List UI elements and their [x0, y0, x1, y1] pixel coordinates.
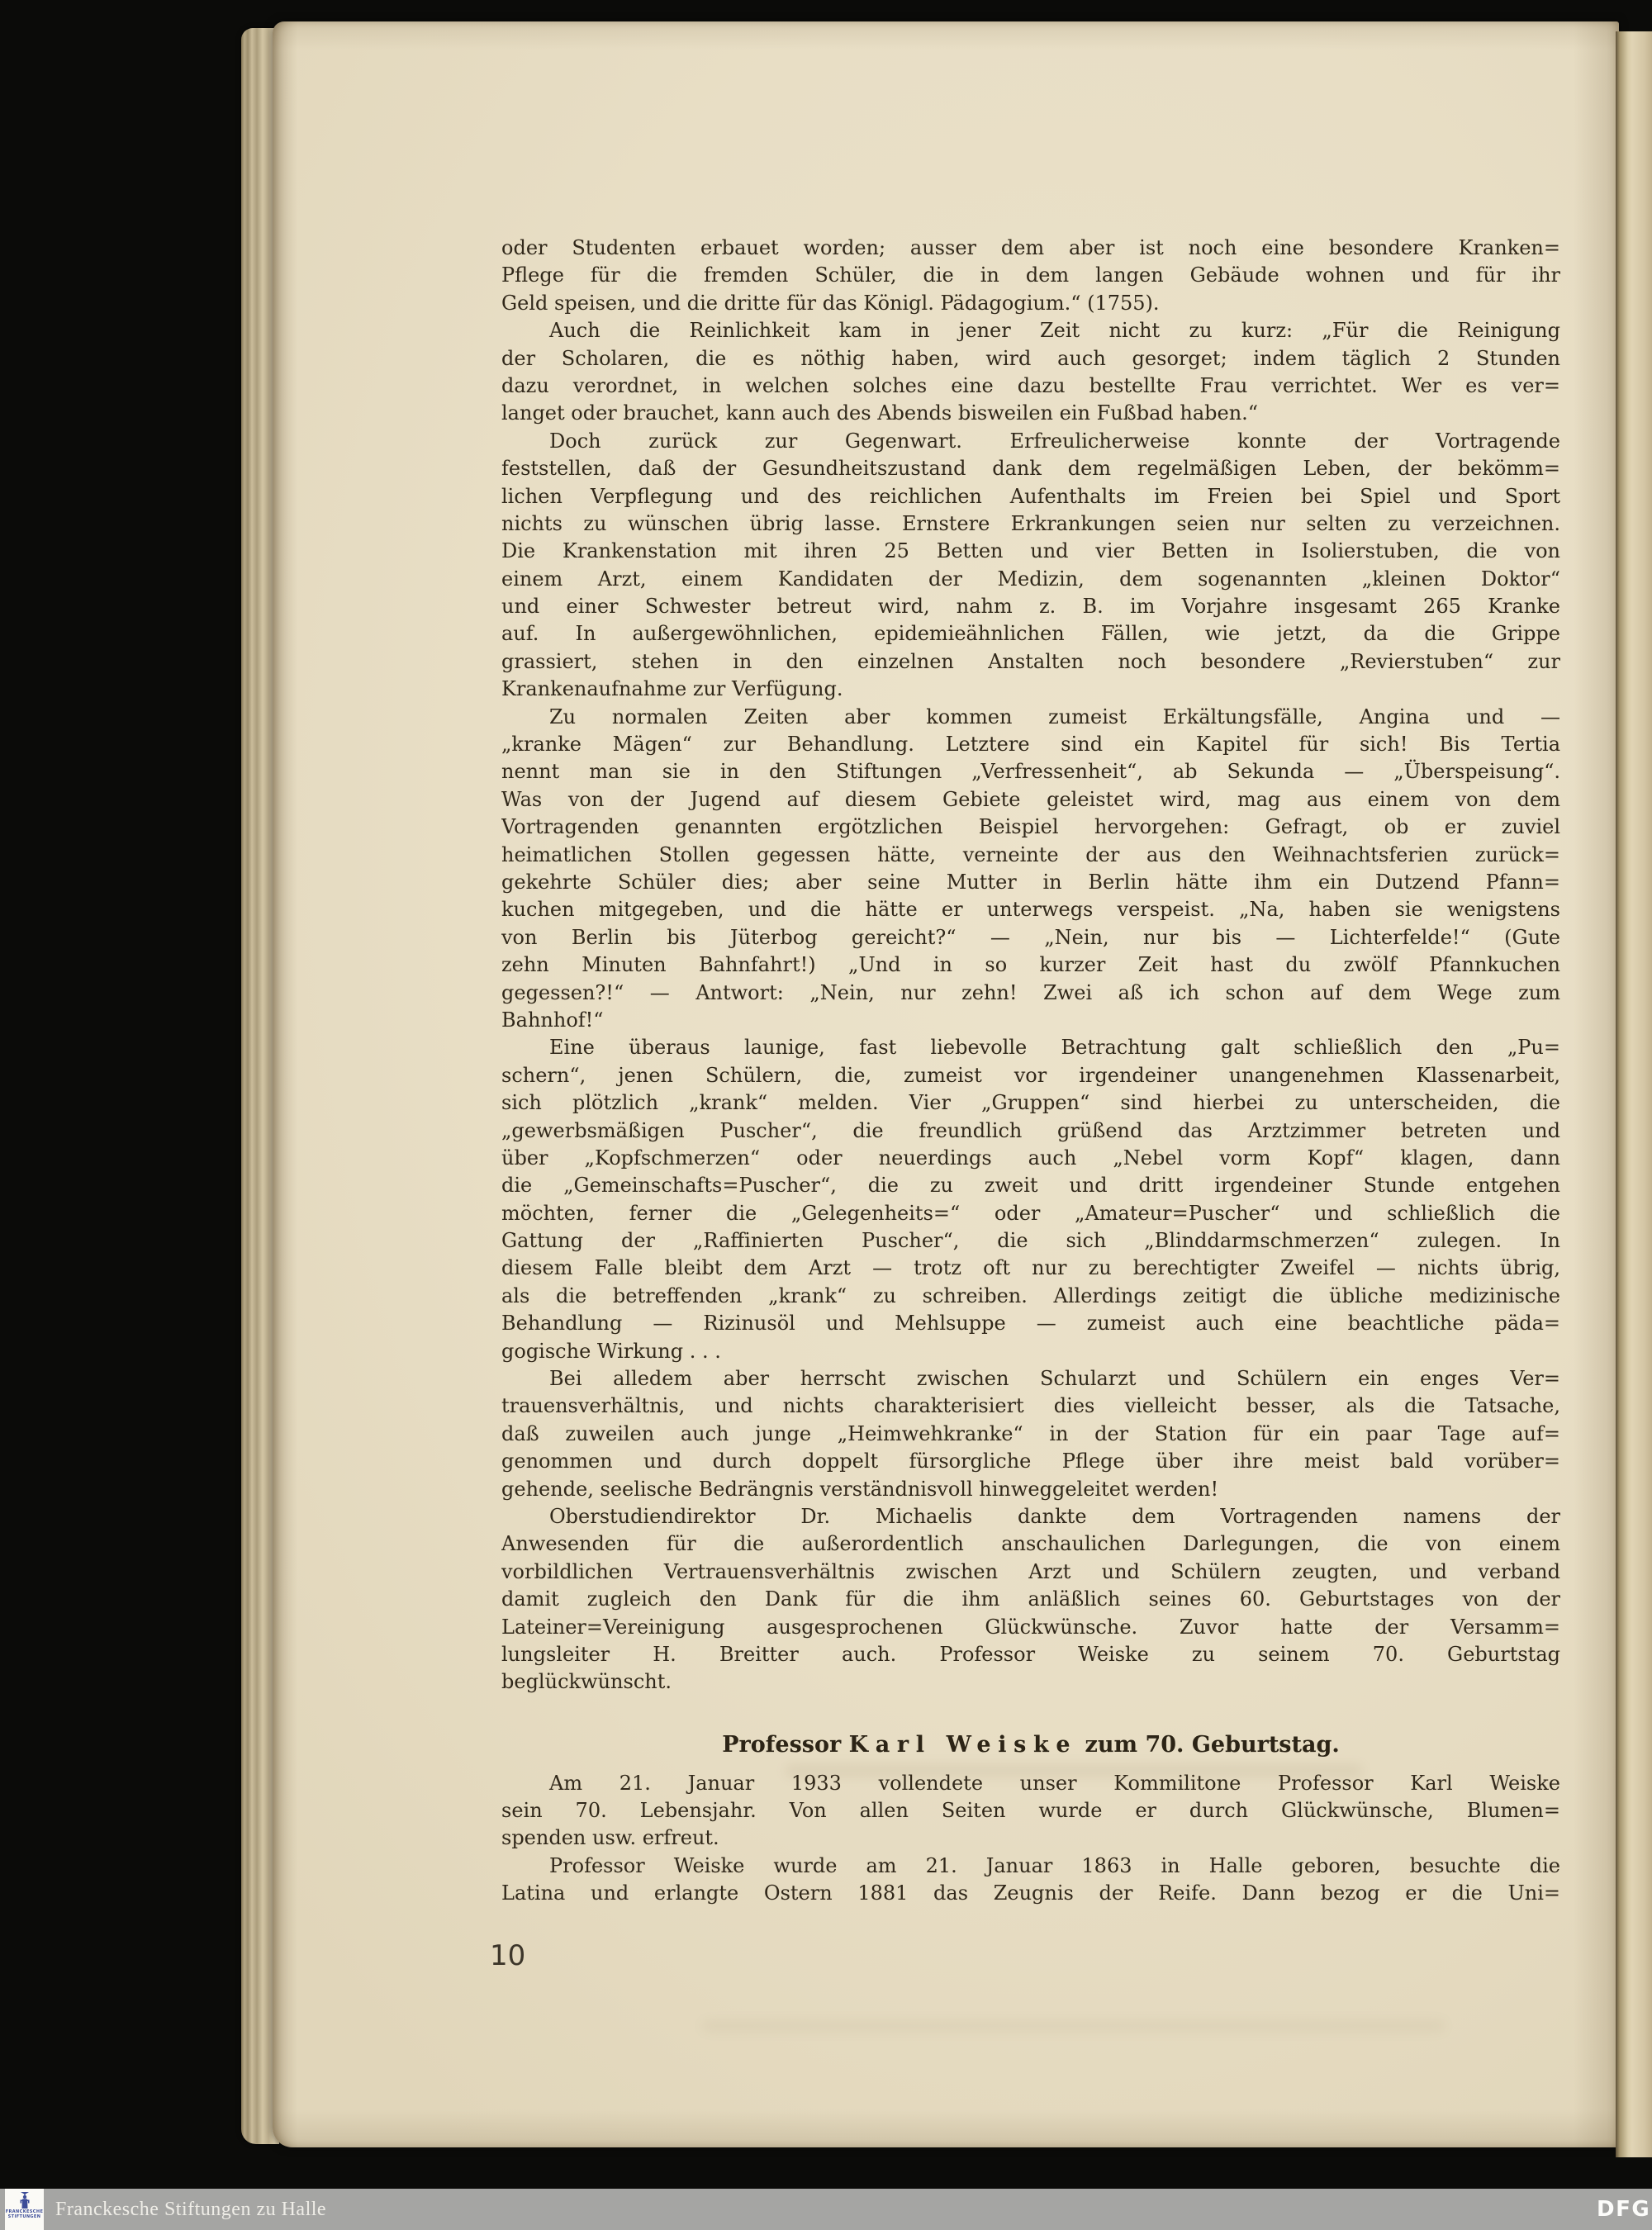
text-line: „kranke Mägen“ zur Behandlung. Letztere sind ein Kapitel für sich! Bis Tertia	[501, 733, 1560, 757]
text-line: kuchen mitgegeben, und die hätte er unterwegs verspeist. „Na, haben sie wenigstens	[501, 898, 1560, 922]
text-line: vorbildlichen Vertrauensverhältnis zwischen Arzt und Schülern zeugten, und verband	[501, 1559, 1560, 1583]
text-line: langet oder brauchet, kann auch des Abends bisweilen ein Fußbad haben.“	[501, 401, 1259, 425]
text-line: beglückwünscht.	[501, 1670, 672, 1694]
text-line: gekehrte Schüler dies; aber seine Mutter in Berlin hätte ihm ein Dutzend Pfann=	[501, 870, 1560, 894]
paragraph	[501, 428, 1560, 704]
text-line: Auch die Reinlichkeit kam in jener Zeit nicht zu kurz: „Für die Reinigung	[549, 319, 1560, 343]
text-line: sein 70. Lebensjahr. Von allen Seiten wurde er durch Glückwünsche, Blumen=	[501, 1799, 1560, 1823]
text-line: Lateiner=Vereinigung ausgesprochenen Glückwünsche. Zuvor hatte der Versamm=	[501, 1615, 1560, 1639]
text-line: Zu normalen Zeiten aber kommen zumeist Erkältungsfälle, Angina und —	[549, 705, 1560, 728]
footer-institution: Franckesche Stiftungen zu Halle	[55, 2198, 327, 2220]
text-line: gegessen?!“ — Antwort: „Nein, nur zehn! Zwei aß ich schon auf dem Wege zum	[501, 980, 1560, 1004]
text-line: heimatlichen Stollen gegessen hätte, verneinte der aus den Weihnachtsferien zurück=	[501, 842, 1560, 866]
page-number: 10	[490, 1939, 526, 1972]
paragraph	[501, 235, 1560, 317]
page-text	[501, 235, 1560, 1908]
text-line: Geld speisen, und die dritte für das Königl. Pädagogium.“ (1755).	[501, 291, 1160, 315]
text-line: Behandlung — Rizinusöl und Mehlsuppe — zumeist auch eine beachtliche päda=	[501, 1312, 1560, 1336]
text-line: nichts zu wünschen übrig lasse. Ernstere Erkrankungen seien nur selten zu verzeichnen.	[501, 511, 1560, 535]
paragraph	[501, 704, 1560, 1035]
franckesche-logo	[5, 2189, 44, 2230]
heading-post: zum 70. Geburtstag.	[1085, 1731, 1340, 1758]
text-line: daß zuweilen auch junge „Heimwehkranke“ in der Station für ein paar Tage auf=	[501, 1421, 1560, 1445]
text-line: Professor Weiske wurde am 21. Januar 1863 in Halle geboren, besuchte die	[549, 1853, 1560, 1877]
text-line: diesem Falle bleibt dem Arzt — trotz oft nur zu berechtigter Zweifel — nichts übrig,	[501, 1256, 1560, 1280]
paragraph	[501, 1770, 1560, 1853]
text-line: gehende, seelische Bedrängnis verständnisvoll hinweggeleitet werden!	[501, 1477, 1219, 1501]
text-line: Pflege für die fremden Schüler, die in dem langen Gebäude wohnen und für ihr	[501, 263, 1560, 287]
paragraph	[501, 1503, 1560, 1696]
adjacent-page-edge	[1616, 31, 1652, 2157]
text-line: von Berlin bis Jüterbog gereicht?“ — „Nein, nur bis — Lichterfelde!“ (Gute	[501, 925, 1560, 949]
text-line: Am 21. Januar 1933 vollendete unser Kommilitone Professor Karl Weiske	[549, 1771, 1560, 1795]
heading-pre: Professor	[722, 1731, 842, 1758]
text-line: zehn Minuten Bahnfahrt!) „Und in so kurzer Zeit hast du zwölf Pfannkuchen	[501, 953, 1560, 977]
text-line: genommen und durch doppelt fürsorgliche Pflege über ihre meist bald vorüber=	[501, 1450, 1560, 1473]
text-line: feststellen, daß der Gesundheitszustand dank dem regelmäßigen Leben, der bekömm=	[501, 457, 1560, 481]
text-line: Bei alledem aber herrscht zwischen Schularzt und Schülern ein enges Ver=	[549, 1367, 1560, 1391]
text-line: sich plötzlich „krank“ melden. Vier „Gruppen“ sind hierbei zu unterscheiden, die	[501, 1091, 1560, 1115]
text-line: Die Krankenstation mit ihren 25 Betten und vier Betten in Isolierstuben, die von	[501, 539, 1560, 563]
text-line: dazu verordnet, in welchen solches eine dazu bestellte Frau verrichtet. Wer es ver=	[501, 373, 1560, 397]
paragraph	[501, 317, 1560, 428]
francke-statue-icon	[17, 2191, 32, 2209]
paragraph	[501, 1034, 1560, 1365]
text-line: lungsleiter H. Breitter auch. Professor Weiske zu seinem 70. Geburtstag	[501, 1642, 1560, 1666]
text-line: einem Arzt, einem Kandidaten der Medizin, dem sogenannten „kleinen Doktor“	[501, 567, 1560, 591]
scanned-page	[273, 21, 1619, 2147]
text-line: damit zugleich den Dank für die ihm anläßlich seines 60. Geburtstages von der	[501, 1587, 1560, 1611]
text-line: „gewerbsmäßigen Puscher“, die freundlich grüßend das Arztzimmer betreten und	[501, 1118, 1560, 1142]
text-line: spenden usw. erfreut.	[501, 1826, 719, 1850]
dfg-logo: DFG	[1597, 2197, 1651, 2222]
paragraph	[501, 1853, 1560, 1908]
text-line: Latina und erlangte Ostern 1881 das Zeugnis der Reife. Dann bezog er die Uni=	[501, 1881, 1560, 1905]
logo-text-line1: FRANCKESCHE	[5, 2209, 44, 2214]
page-showthrough	[702, 2020, 1446, 2032]
text-line: Was von der Jugend auf diesem Gebiete geleistet wird, mag aus einem von dem	[501, 787, 1560, 811]
text-line: trauensverhältnis, und nichts charakterisiert dies vielleicht besser, als die Tatsache,	[501, 1394, 1560, 1418]
text-line: und einer Schwester betreut wird, nahm z. B. im Vorjahre insgesamt 265 Kranke	[501, 595, 1560, 619]
text-line: möchten, ferner die „Gelegenheits=“ oder „Amateur=Puscher“ und schließlich die	[501, 1201, 1560, 1225]
heading-name: Karl Weiske	[848, 1731, 1078, 1758]
body-text-top	[501, 235, 1560, 1696]
text-line: Oberstudiendirektor Dr. Michaelis dankte dem Vortragenden namens der	[549, 1504, 1560, 1528]
text-line: Eine überaus launige, fast liebevolle Betrachtung galt schließlich den „Pu=	[549, 1036, 1560, 1060]
text-line: der Scholaren, die es nöthig haben, wird auch gesorget; indem täglich 2 Stunden	[501, 346, 1560, 370]
text-line: Doch zurück zur Gegenwart. Erfreulicherweise konnte der Vortragende	[549, 429, 1560, 453]
section-heading	[501, 1731, 1560, 1759]
text-line: oder Studenten erbauet worden; ausser dem aber ist noch eine besondere Kranken=	[501, 236, 1560, 259]
paragraph	[501, 1365, 1560, 1503]
logo-text-line2: STIFTUNGEN	[7, 2214, 41, 2219]
text-line: gogische Wirkung . . .	[501, 1339, 721, 1363]
text-line: Vortragenden genannten ergötzlichen Beispiel hervorgehen: Gefragt, ob er zuviel	[501, 815, 1560, 839]
body-text-bottom	[501, 1770, 1560, 1908]
text-line: über „Kopfschmerzen“ oder neuerdings auch „Nebel vorm Kopf“ klagen, dann	[501, 1146, 1560, 1170]
text-line: schern“, jenen Schülern, die, zumeist vor irgendeiner unangenehmen Klassenarbeit,	[501, 1063, 1560, 1087]
text-line: nennt man sie in den Stiftungen „Verfressenheit“, ab Sekunda — „Überspeisung“.	[501, 760, 1560, 784]
text-line: Bahnhof!“	[501, 1008, 604, 1032]
text-line: auf. In außergewöhnlichen, epidemieähnlichen Fällen, wie jetzt, da die Grippe	[501, 622, 1560, 646]
text-line: Krankenaufnahme zur Verfügung.	[501, 677, 843, 701]
text-line: lichen Verpflegung und des reichlichen Aufenthalts im Freien bei Spiel und Sport	[501, 484, 1560, 508]
text-line: die „Gemeinschafts=Puscher“, die zu zweit und dritt irgendeiner Stunde entgehen	[501, 1174, 1560, 1198]
text-line: als die betreffenden „krank“ zu schreiben. Allerdings zeitigt die übliche medizinische	[501, 1283, 1560, 1307]
text-line: grassiert, stehen in den einzelnen Anstalten noch besondere „Revierstuben“ zur	[501, 649, 1560, 673]
text-line: Anwesenden für die außerordentlich anschaulichen Darlegungen, die von einem	[501, 1532, 1560, 1556]
text-line: Gattung der „Raffinierten Puscher“, die sich „Blinddarmschmerzen“ zulegen. In	[501, 1229, 1560, 1253]
